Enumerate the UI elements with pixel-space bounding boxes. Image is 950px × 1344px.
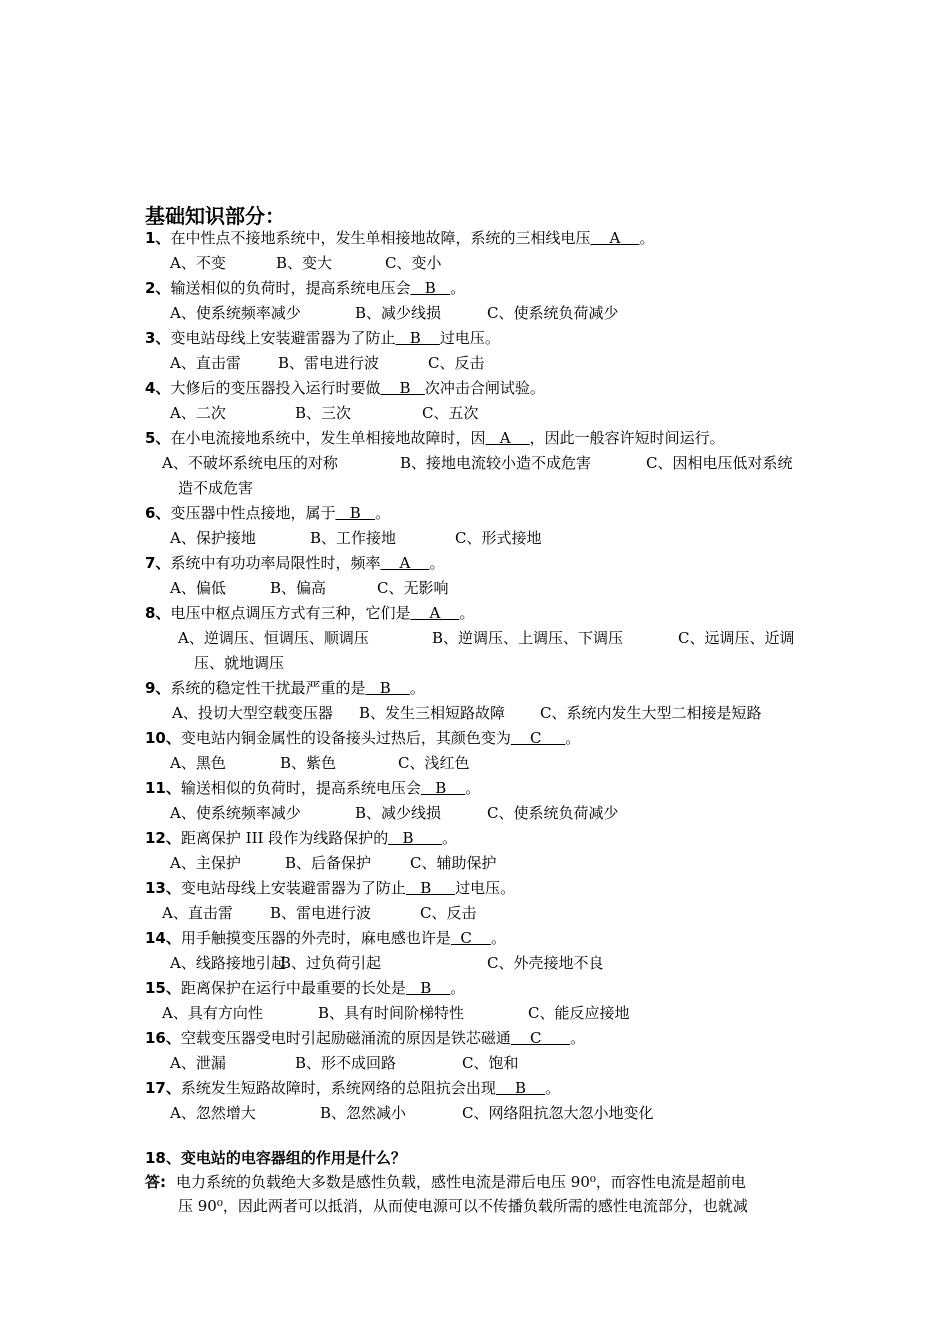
question-number: 7、 <box>145 554 171 572</box>
option-item: B、雷电进行波 <box>278 354 380 372</box>
question-text-tail: 。 <box>459 604 475 622</box>
question-number: 16、 <box>145 1029 181 1047</box>
option-item: A、主保护 <box>170 854 241 872</box>
q18-answer-line2: 压 90⁰，因此两者可以抵消，从而使电源可以不传播负载所需的感性电流部分，也就减 <box>178 1197 748 1215</box>
question-line <box>145 978 465 998</box>
question-text-tail: 。 <box>375 504 391 522</box>
question-number: 6、 <box>145 504 171 522</box>
answer-blank: A <box>380 554 430 572</box>
answer-blank: B <box>388 829 443 847</box>
question-text: 系统中有功功率局限性时，频率 <box>170 554 381 572</box>
answer-blank: B <box>405 979 451 997</box>
answer-blank: B <box>365 679 410 697</box>
question-text-tail: 。 <box>490 929 506 947</box>
question-text: 在中性点不接地系统中，发生单相接地故障，系统的三相线电压 <box>170 229 591 247</box>
option-continuation: 压、就地调压 <box>194 654 285 672</box>
option-item: B、雷电进行波 <box>270 904 372 922</box>
question-line <box>145 228 654 248</box>
option-item: C、饱和 <box>462 1054 519 1072</box>
q18-number: 18、 <box>145 1149 181 1167</box>
option-item: C、外壳接地不良 <box>487 954 604 972</box>
option-item: B、减少线损 <box>355 304 442 322</box>
question-line <box>145 378 545 398</box>
option-item: A、投切大型空载变压器 <box>172 704 333 722</box>
answer-blank: B <box>395 329 440 347</box>
option-item: B、减少线损 <box>355 804 442 822</box>
question-text-tail: 次冲击合闸试验。 <box>424 379 545 397</box>
question-text: 输送相似的负荷时，提高系统电压会 <box>170 279 411 297</box>
question-text-tail: ，因此一般容许短时间运行。 <box>529 429 725 447</box>
question-text: 距离保护在运行中最重要的长处是 <box>180 979 406 997</box>
option-item: A、使系统频率减少 <box>170 304 301 322</box>
option-item: A、保护接地 <box>170 529 256 547</box>
question-text-tail: 过电压。 <box>439 329 500 347</box>
answer-blank: C <box>510 729 566 747</box>
question-text: 电压中枢点调压方式有三种，它们是 <box>170 604 411 622</box>
option-item: C、网络阻抗忽大忽小地变化 <box>462 1104 654 1122</box>
option-item: A、黑色 <box>170 754 226 772</box>
q18-question <box>145 1148 406 1168</box>
question-line <box>145 728 580 748</box>
question-number: 17、 <box>145 1079 181 1097</box>
question-line <box>145 428 725 448</box>
option-item: C、反击 <box>420 904 477 922</box>
option-item: A、使系统频率减少 <box>170 804 301 822</box>
answer-blank: B <box>405 879 456 897</box>
question-text: 变电站内铜金属性的设备接头过热后，其颜色变为 <box>180 729 511 747</box>
option-item: A、直击雷 <box>162 904 233 922</box>
question-text-tail: 。 <box>465 779 481 797</box>
answer-text-1: 电力系统的负载绝大多数是感性负载，感性电流是滞后电压 90⁰，而容性电流是超前电 <box>176 1173 746 1191</box>
section-heading: 基础知识部分： <box>145 204 285 228</box>
answer-blank: B <box>335 504 376 522</box>
option-item: A、忽然增大 <box>170 1104 256 1122</box>
answer-blank: B <box>410 279 451 297</box>
option-item: B、三次 <box>295 404 352 422</box>
question-line <box>145 553 444 573</box>
question-number: 13、 <box>145 879 181 897</box>
option-item: A、不变 <box>170 254 226 272</box>
question-number: 14、 <box>145 929 181 947</box>
question-text-tail: 。 <box>565 729 581 747</box>
option-item: A、线路接地引起 <box>170 954 286 972</box>
question-text-tail: 。 <box>409 679 425 697</box>
question-text: 距离保护 III 段作为线路保护的 <box>180 829 389 847</box>
question-line <box>145 1028 585 1048</box>
question-text: 系统的稳定性干扰最严重的是 <box>170 679 366 697</box>
option-item: A、二次 <box>170 404 226 422</box>
question-text-tail: 。 <box>450 279 466 297</box>
answer-blank: A <box>590 229 640 247</box>
option-item: C、能反应接地 <box>528 1004 630 1022</box>
answer-blank: B <box>420 779 466 797</box>
question-text: 在小电流接地系统中，发生单相接地故障时，因 <box>170 429 486 447</box>
answer-blank: C <box>510 1029 571 1047</box>
question-number: 12、 <box>145 829 181 847</box>
q18-answer-line1 <box>145 1172 746 1192</box>
question-number: 9、 <box>145 679 171 697</box>
option-item: B、形不成回路 <box>295 1054 397 1072</box>
question-line <box>145 278 465 298</box>
question-line <box>145 503 390 523</box>
answer-blank: A <box>485 429 530 447</box>
option-item: A、不破坏系统电压的对称 <box>162 454 338 472</box>
question-number: 2、 <box>145 279 171 297</box>
option-item: A、偏低 <box>170 579 226 597</box>
option-item: C、反击 <box>428 354 485 372</box>
question-number: 8、 <box>145 604 171 622</box>
option-item: B、过负荷引起 <box>280 954 382 972</box>
option-item: A、泄漏 <box>170 1054 226 1072</box>
question-line <box>145 603 474 623</box>
question-text-tail: 。 <box>442 829 458 847</box>
question-number: 4、 <box>145 379 171 397</box>
question-text: 变电站母线上安装避雷器为了防止 <box>170 329 396 347</box>
question-number: 1、 <box>145 229 171 247</box>
question-text-tail: 过电压。 <box>455 879 516 897</box>
option-item: C、因相电压低对系统 <box>646 454 793 472</box>
option-item: B、偏高 <box>270 579 327 597</box>
question-number: 3、 <box>145 329 171 347</box>
question-line <box>145 878 515 898</box>
question-text: 变电站母线上安装避雷器为了防止 <box>180 879 406 897</box>
question-text-tail: 。 <box>429 554 445 572</box>
question-line <box>145 828 457 848</box>
answer-blank: B <box>495 1079 546 1097</box>
answer-blank: A <box>410 604 460 622</box>
option-item: C、浅红色 <box>398 754 470 772</box>
option-item: B、发生三相短路故障 <box>359 704 506 722</box>
question-text: 大修后的变压器投入运行时要做 <box>170 379 381 397</box>
question-text-tail: 。 <box>639 229 655 247</box>
question-text: 输送相似的负荷时，提高系统电压会 <box>180 779 421 797</box>
option-item: A、直击雷 <box>170 354 241 372</box>
option-item: B、接地电流较小造不成危害 <box>400 454 592 472</box>
question-text: 系统发生短路故障时，系统网络的总阻抗会出现 <box>180 1079 496 1097</box>
option-item: C、辅助保护 <box>410 854 497 872</box>
question-text: 空载变压器受电时引起励磁涌流的原因是铁芯磁通 <box>180 1029 511 1047</box>
question-number: 5、 <box>145 429 171 447</box>
option-item: A、具有方向性 <box>162 1004 263 1022</box>
option-item: C、使系统负荷减少 <box>487 304 619 322</box>
option-item: C、无影响 <box>377 579 449 597</box>
option-item: B、紫色 <box>280 754 337 772</box>
option-item: B、具有时间阶梯特性 <box>318 1004 465 1022</box>
option-item: B、工作接地 <box>310 529 397 547</box>
question-number: 11、 <box>145 779 181 797</box>
answer-label: 答: <box>145 1173 166 1191</box>
option-item: B、逆调压、上调压、下调压 <box>432 629 624 647</box>
question-text-tail: 。 <box>570 1029 586 1047</box>
option-item: B、忽然减小 <box>320 1104 407 1122</box>
option-item: C、形式接地 <box>455 529 542 547</box>
question-line <box>145 328 500 348</box>
option-item: B、后备保护 <box>285 854 372 872</box>
question-line <box>145 778 480 798</box>
option-item: B、变大 <box>276 254 333 272</box>
answer-blank: B <box>380 379 425 397</box>
question-text-tail: 。 <box>450 979 466 997</box>
option-continuation: 造不成危害 <box>178 479 254 497</box>
question-line <box>145 928 506 948</box>
option-item: C、系统内发生大型二相接是短路 <box>540 704 762 722</box>
question-text: 用手触摸变压器的外壳时，麻电感也许是 <box>180 929 451 947</box>
question-text-tail: 。 <box>545 1079 561 1097</box>
q18-text: 变电站的电容器组的作用是什么？ <box>180 1149 406 1167</box>
question-number: 10、 <box>145 729 181 747</box>
option-item: C、五次 <box>422 404 479 422</box>
option-item: C、变小 <box>385 254 442 272</box>
question-number: 15、 <box>145 979 181 997</box>
option-item: A、逆调压、恒调压、顺调压 <box>178 629 369 647</box>
question-line <box>145 1078 560 1098</box>
option-item: C、远调压、近调 <box>678 629 795 647</box>
option-item: C、使系统负荷减少 <box>487 804 619 822</box>
answer-blank: C <box>450 929 491 947</box>
question-text: 变压器中性点接地，属于 <box>170 504 336 522</box>
question-line <box>145 678 425 698</box>
